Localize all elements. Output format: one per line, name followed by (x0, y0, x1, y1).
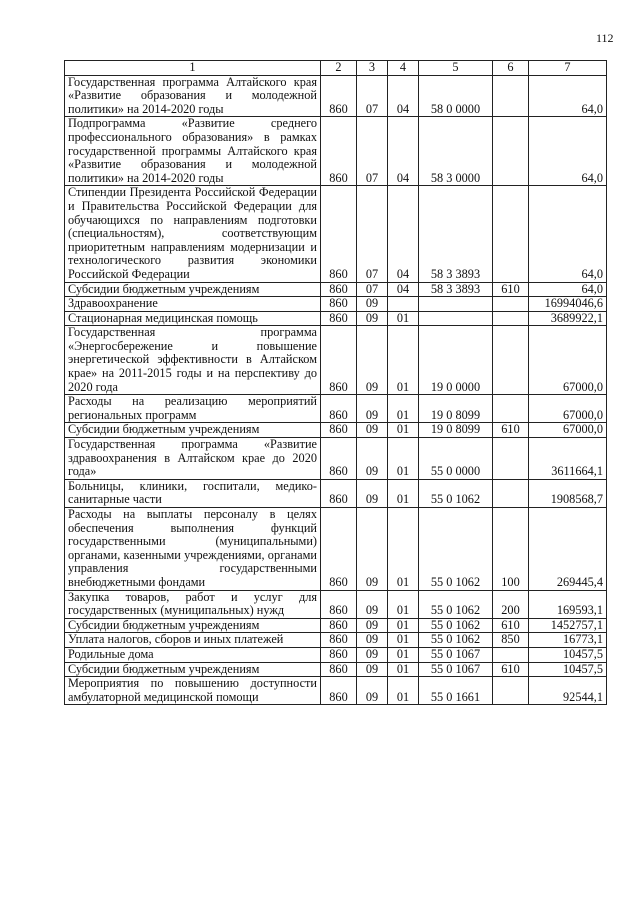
row-name: Расходы на реализацию мероприятий региональных программ (65, 395, 321, 423)
code-4: 01 (388, 395, 419, 423)
row-name: Субсидии бюджетным учреждениям (65, 618, 321, 633)
code-4: 01 (388, 633, 419, 648)
code-4: 04 (388, 117, 419, 186)
code-2: 860 (321, 282, 357, 297)
amount: 10457,5 (529, 647, 607, 662)
code-2: 860 (321, 508, 357, 591)
code-6: 850 (493, 633, 529, 648)
table-row (65, 186, 607, 282)
code-3: 09 (357, 297, 388, 312)
budget-table (64, 60, 607, 705)
code-4: 04 (388, 186, 419, 282)
row-name: Субсидии бюджетным учреждениям (65, 423, 321, 438)
code-3: 07 (357, 282, 388, 297)
page-number: 112 (596, 31, 614, 45)
code-4: 04 (388, 75, 419, 117)
code-3: 09 (357, 311, 388, 326)
table-row (65, 297, 607, 312)
table-row (65, 282, 607, 297)
code-5: 58 3 0000 (419, 117, 493, 186)
table-row (65, 423, 607, 438)
code-2: 860 (321, 395, 357, 423)
amount: 67000,0 (529, 395, 607, 423)
code-6: 200 (493, 590, 529, 618)
code-3: 09 (357, 479, 388, 507)
row-name: Государственная программа «Энергосбережение и повышение энергетической эффективности в Алтайском крае» на 2011-2015 годы и на перспективу до 2020 года (65, 326, 321, 395)
code-4: 01 (388, 326, 419, 395)
code-5: 55 0 0000 (419, 438, 493, 480)
table-header-row (65, 61, 607, 76)
table-row (65, 677, 607, 705)
code-2: 860 (321, 438, 357, 480)
table-row (65, 647, 607, 662)
code-2: 860 (321, 647, 357, 662)
code-6 (493, 395, 529, 423)
code-6 (493, 75, 529, 117)
amount: 67000,0 (529, 326, 607, 395)
code-2: 860 (321, 423, 357, 438)
code-5: 58 3 3893 (419, 186, 493, 282)
code-5: 55 0 1062 (419, 508, 493, 591)
table-row (65, 662, 607, 677)
code-2: 860 (321, 326, 357, 395)
table-row (65, 590, 607, 618)
code-4: 01 (388, 508, 419, 591)
code-4: 04 (388, 282, 419, 297)
amount: 64,0 (529, 282, 607, 297)
code-4: 01 (388, 662, 419, 677)
code-2: 860 (321, 618, 357, 633)
row-name: Расходы на выплаты персоналу в целях обеспечения выполнения функций государственными (муниципальными) органами, казенными учреждениями, органами управления государственными внебюджетными фондами (65, 508, 321, 591)
code-2: 860 (321, 633, 357, 648)
table-row (65, 618, 607, 633)
amount: 3689922,1 (529, 311, 607, 326)
table-row (65, 326, 607, 395)
code-6 (493, 297, 529, 312)
column-header: 4 (388, 61, 419, 76)
code-4: 01 (388, 438, 419, 480)
table-row (65, 438, 607, 480)
code-6 (493, 186, 529, 282)
code-3: 09 (357, 618, 388, 633)
amount: 269445,4 (529, 508, 607, 591)
code-4: 01 (388, 647, 419, 662)
code-5: 55 0 1062 (419, 618, 493, 633)
code-6 (493, 326, 529, 395)
row-name: Больницы, клиники, госпитали, медико-санитарные части (65, 479, 321, 507)
code-5: 58 3 3893 (419, 282, 493, 297)
code-3: 09 (357, 633, 388, 648)
code-6 (493, 479, 529, 507)
amount: 3611664,1 (529, 438, 607, 480)
code-5: 55 0 1062 (419, 633, 493, 648)
code-5: 19 0 0000 (419, 326, 493, 395)
code-3: 07 (357, 75, 388, 117)
code-3: 09 (357, 423, 388, 438)
code-3: 07 (357, 186, 388, 282)
column-header: 7 (529, 61, 607, 76)
code-6: 610 (493, 662, 529, 677)
code-4: 01 (388, 423, 419, 438)
code-5: 19 0 8099 (419, 395, 493, 423)
code-2: 860 (321, 117, 357, 186)
code-4 (388, 297, 419, 312)
column-header: 5 (419, 61, 493, 76)
code-2: 860 (321, 677, 357, 705)
row-name: Мероприятия по повышению доступности амбулаторной медицинской помощи (65, 677, 321, 705)
code-6 (493, 647, 529, 662)
table-row (65, 395, 607, 423)
code-3: 09 (357, 395, 388, 423)
column-header: 1 (65, 61, 321, 76)
amount: 64,0 (529, 186, 607, 282)
amount: 10457,5 (529, 662, 607, 677)
row-name: Субсидии бюджетным учреждениям (65, 282, 321, 297)
code-2: 860 (321, 75, 357, 117)
code-6: 100 (493, 508, 529, 591)
code-5: 19 0 8099 (419, 423, 493, 438)
table-row (65, 633, 607, 648)
row-name: Стипендии Президента Российской Федерации и Правительства Российской Федерации для обучающихся по направлениям подготовки (специальностям), соответствующим приоритетным направлениям модернизации и технологического развития экономики Российской Федерации (65, 186, 321, 282)
code-2: 860 (321, 311, 357, 326)
code-3: 09 (357, 662, 388, 677)
row-name: Государственная программа «Развитие здравоохранения в Алтайском крае до 2020 года» (65, 438, 321, 480)
code-3: 09 (357, 508, 388, 591)
code-3: 09 (357, 647, 388, 662)
code-4: 01 (388, 311, 419, 326)
code-5 (419, 297, 493, 312)
code-6 (493, 117, 529, 186)
amount: 92544,1 (529, 677, 607, 705)
code-6: 610 (493, 282, 529, 297)
code-4: 01 (388, 590, 419, 618)
code-5: 55 0 1062 (419, 479, 493, 507)
code-5: 55 0 1067 (419, 662, 493, 677)
code-3: 07 (357, 117, 388, 186)
table-row (65, 75, 607, 117)
code-5: 55 0 1661 (419, 677, 493, 705)
amount: 64,0 (529, 75, 607, 117)
code-3: 09 (357, 326, 388, 395)
column-header: 2 (321, 61, 357, 76)
code-3: 09 (357, 677, 388, 705)
code-4: 01 (388, 479, 419, 507)
column-header: 3 (357, 61, 388, 76)
code-5 (419, 311, 493, 326)
row-name: Родильные дома (65, 647, 321, 662)
row-name: Государственная программа Алтайского края «Развитие образования и молодежной политики» на 2014-2020 годы (65, 75, 321, 117)
code-5: 55 0 1062 (419, 590, 493, 618)
column-header: 6 (493, 61, 529, 76)
table-row (65, 311, 607, 326)
code-4: 01 (388, 677, 419, 705)
code-6: 610 (493, 618, 529, 633)
code-2: 860 (321, 479, 357, 507)
code-2: 860 (321, 590, 357, 618)
row-name: Уплата налогов, сборов и иных платежей (65, 633, 321, 648)
amount: 16773,1 (529, 633, 607, 648)
code-2: 860 (321, 297, 357, 312)
code-5: 55 0 1067 (419, 647, 493, 662)
table-row (65, 479, 607, 507)
amount: 64,0 (529, 117, 607, 186)
code-2: 860 (321, 186, 357, 282)
code-6 (493, 677, 529, 705)
amount: 1908568,7 (529, 479, 607, 507)
amount: 169593,1 (529, 590, 607, 618)
code-6 (493, 438, 529, 480)
code-3: 09 (357, 438, 388, 480)
amount: 16994046,6 (529, 297, 607, 312)
row-name: Закупка товаров, работ и услуг для государственных (муниципальных) нужд (65, 590, 321, 618)
amount: 1452757,1 (529, 618, 607, 633)
code-4: 01 (388, 618, 419, 633)
row-name: Стационарная медицинская помощь (65, 311, 321, 326)
row-name: Подпрограмма «Развитие среднего профессионального образования» в рамках государственной программы Алтайского края «Развитие образования и молодежной политики» на 2014-2020 годы (65, 117, 321, 186)
code-2: 860 (321, 662, 357, 677)
table-row (65, 508, 607, 591)
row-name: Субсидии бюджетным учреждениям (65, 662, 321, 677)
table-row (65, 117, 607, 186)
row-name: Здравоохранение (65, 297, 321, 312)
code-6: 610 (493, 423, 529, 438)
code-3: 09 (357, 590, 388, 618)
code-6 (493, 311, 529, 326)
code-5: 58 0 0000 (419, 75, 493, 117)
amount: 67000,0 (529, 423, 607, 438)
